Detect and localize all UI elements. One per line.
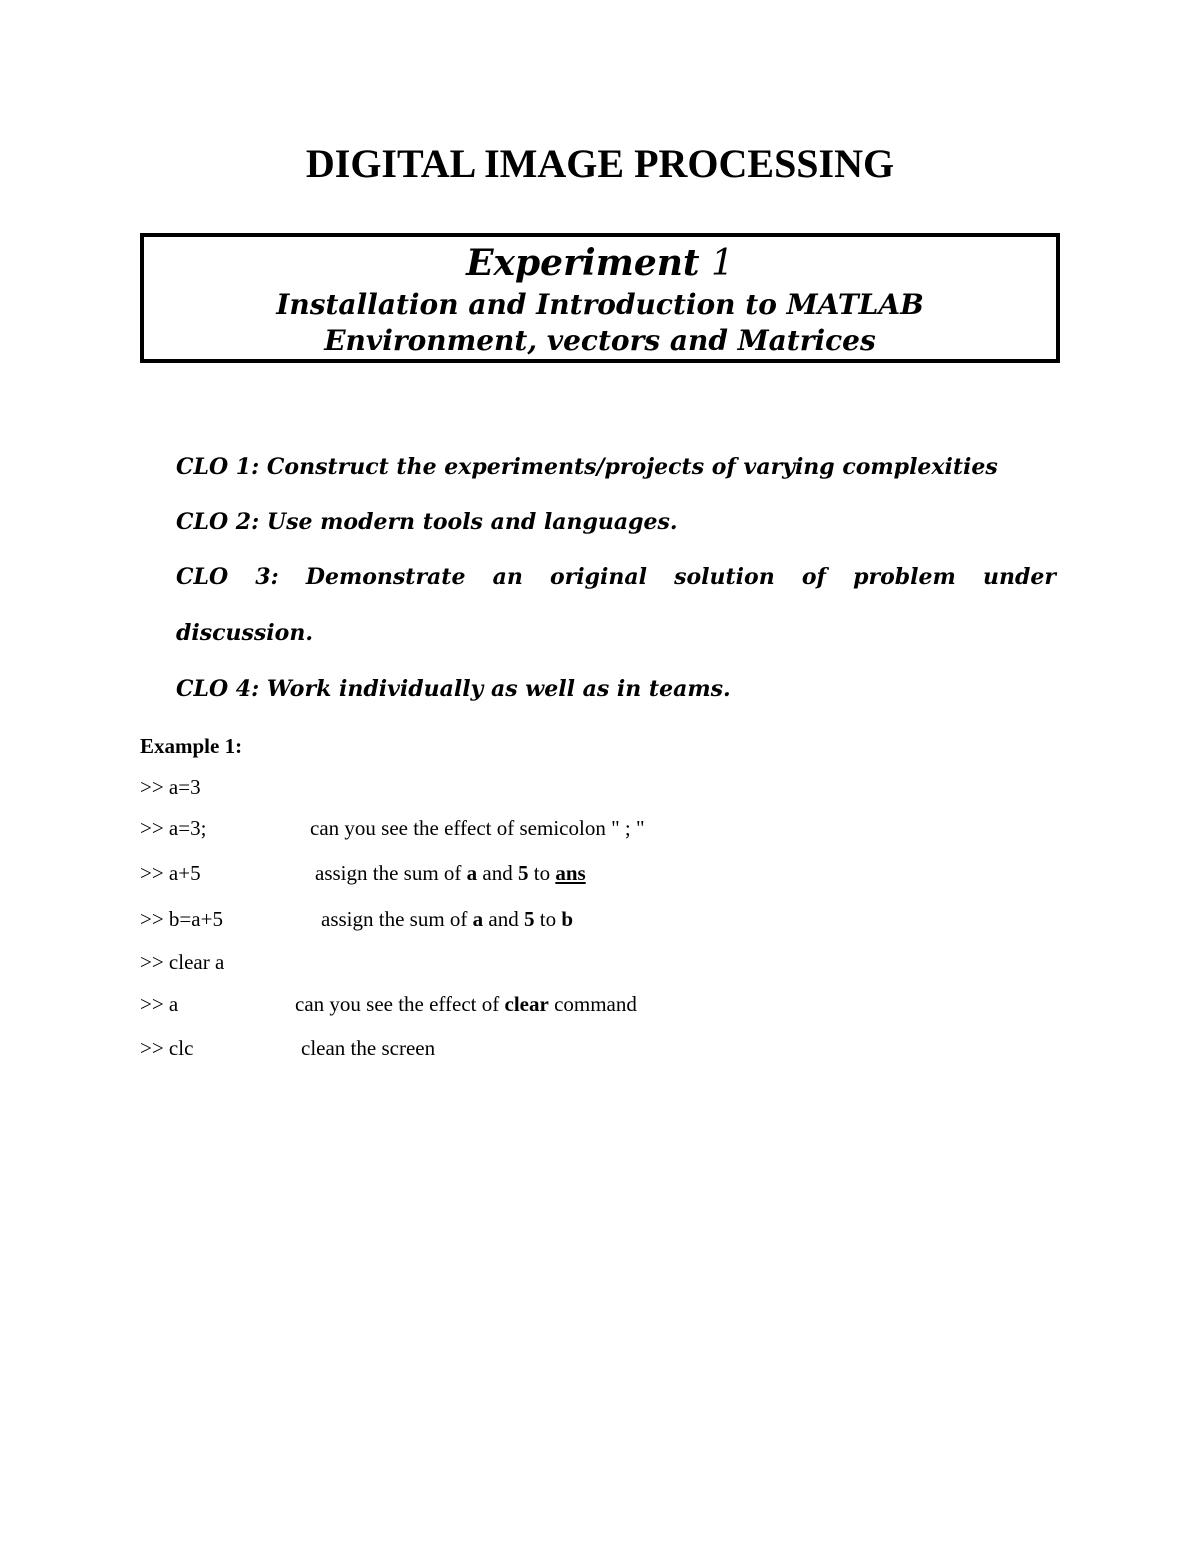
clo-3-word: 3:: [255, 564, 279, 590]
clo-2: CLO 2: Use modern tools and languages.: [176, 509, 678, 535]
desc-text: can you see the effect of: [295, 992, 505, 1016]
desc-bold-5: 5: [523, 907, 535, 931]
desc-text: and: [477, 861, 518, 885]
code-command: >> clc: [140, 1036, 194, 1060]
desc-bold-a: a: [472, 907, 484, 931]
experiment-heading-word: Experiment: [466, 242, 700, 284]
desc-bold-a: a: [466, 861, 478, 885]
experiment-box: [140, 233, 1060, 363]
code-description: [295, 991, 637, 1017]
clo-3-continued: discussion.: [176, 620, 313, 646]
code-command: >> a+5: [140, 861, 201, 885]
desc-text: assign the sum of: [321, 907, 473, 931]
code-command: >> a: [140, 992, 179, 1016]
experiment-heading: [144, 243, 1056, 284]
clo-3-word: CLO: [176, 564, 229, 590]
example-label: Example 1:: [140, 734, 243, 758]
code-command: >> a=3;: [140, 816, 207, 840]
clo-3-word: under: [982, 564, 1056, 590]
clo-3: [176, 564, 1056, 590]
experiment-heading-number: 1: [710, 243, 734, 284]
clo-4: CLO 4: Work individually as well as in teams.: [176, 676, 731, 702]
code-description: clean the screen: [301, 1036, 436, 1060]
clo-3-word: solution: [674, 564, 775, 590]
clo-3-word: an: [492, 564, 523, 590]
clo-3-word: Demonstrate: [305, 564, 466, 590]
code-description: can you see the effect of semicolon " ; ": [310, 816, 645, 840]
code-command: >> a=3: [140, 775, 201, 799]
experiment-subtitle-line1: Installation and Introduction to MATLAB: [276, 288, 924, 321]
code-description: [315, 860, 586, 886]
desc-bold-ans: ans: [555, 861, 586, 885]
page-title: DIGITAL IMAGE PROCESSING: [305, 141, 895, 186]
desc-bold-clear: clear: [504, 992, 549, 1016]
desc-text: and: [483, 907, 524, 931]
clo-3-word: problem: [853, 564, 956, 590]
desc-text: to: [528, 861, 556, 885]
desc-bold-b: b: [561, 907, 574, 931]
desc-text: assign the sum of: [315, 861, 467, 885]
clo-1: CLO 1: Construct the experiments/projects of varying complexities: [176, 454, 998, 480]
desc-text: command: [548, 992, 637, 1016]
experiment-subtitle-line2: Environment, vectors and Matrices: [324, 324, 876, 357]
clo-3-word: original: [549, 564, 647, 590]
code-command: >> b=a+5: [140, 907, 223, 931]
desc-text: to: [534, 907, 562, 931]
desc-bold-5: 5: [517, 861, 529, 885]
code-description: [321, 906, 573, 932]
code-command: >> clear a: [140, 950, 225, 974]
clo-3-word: of: [801, 564, 826, 590]
